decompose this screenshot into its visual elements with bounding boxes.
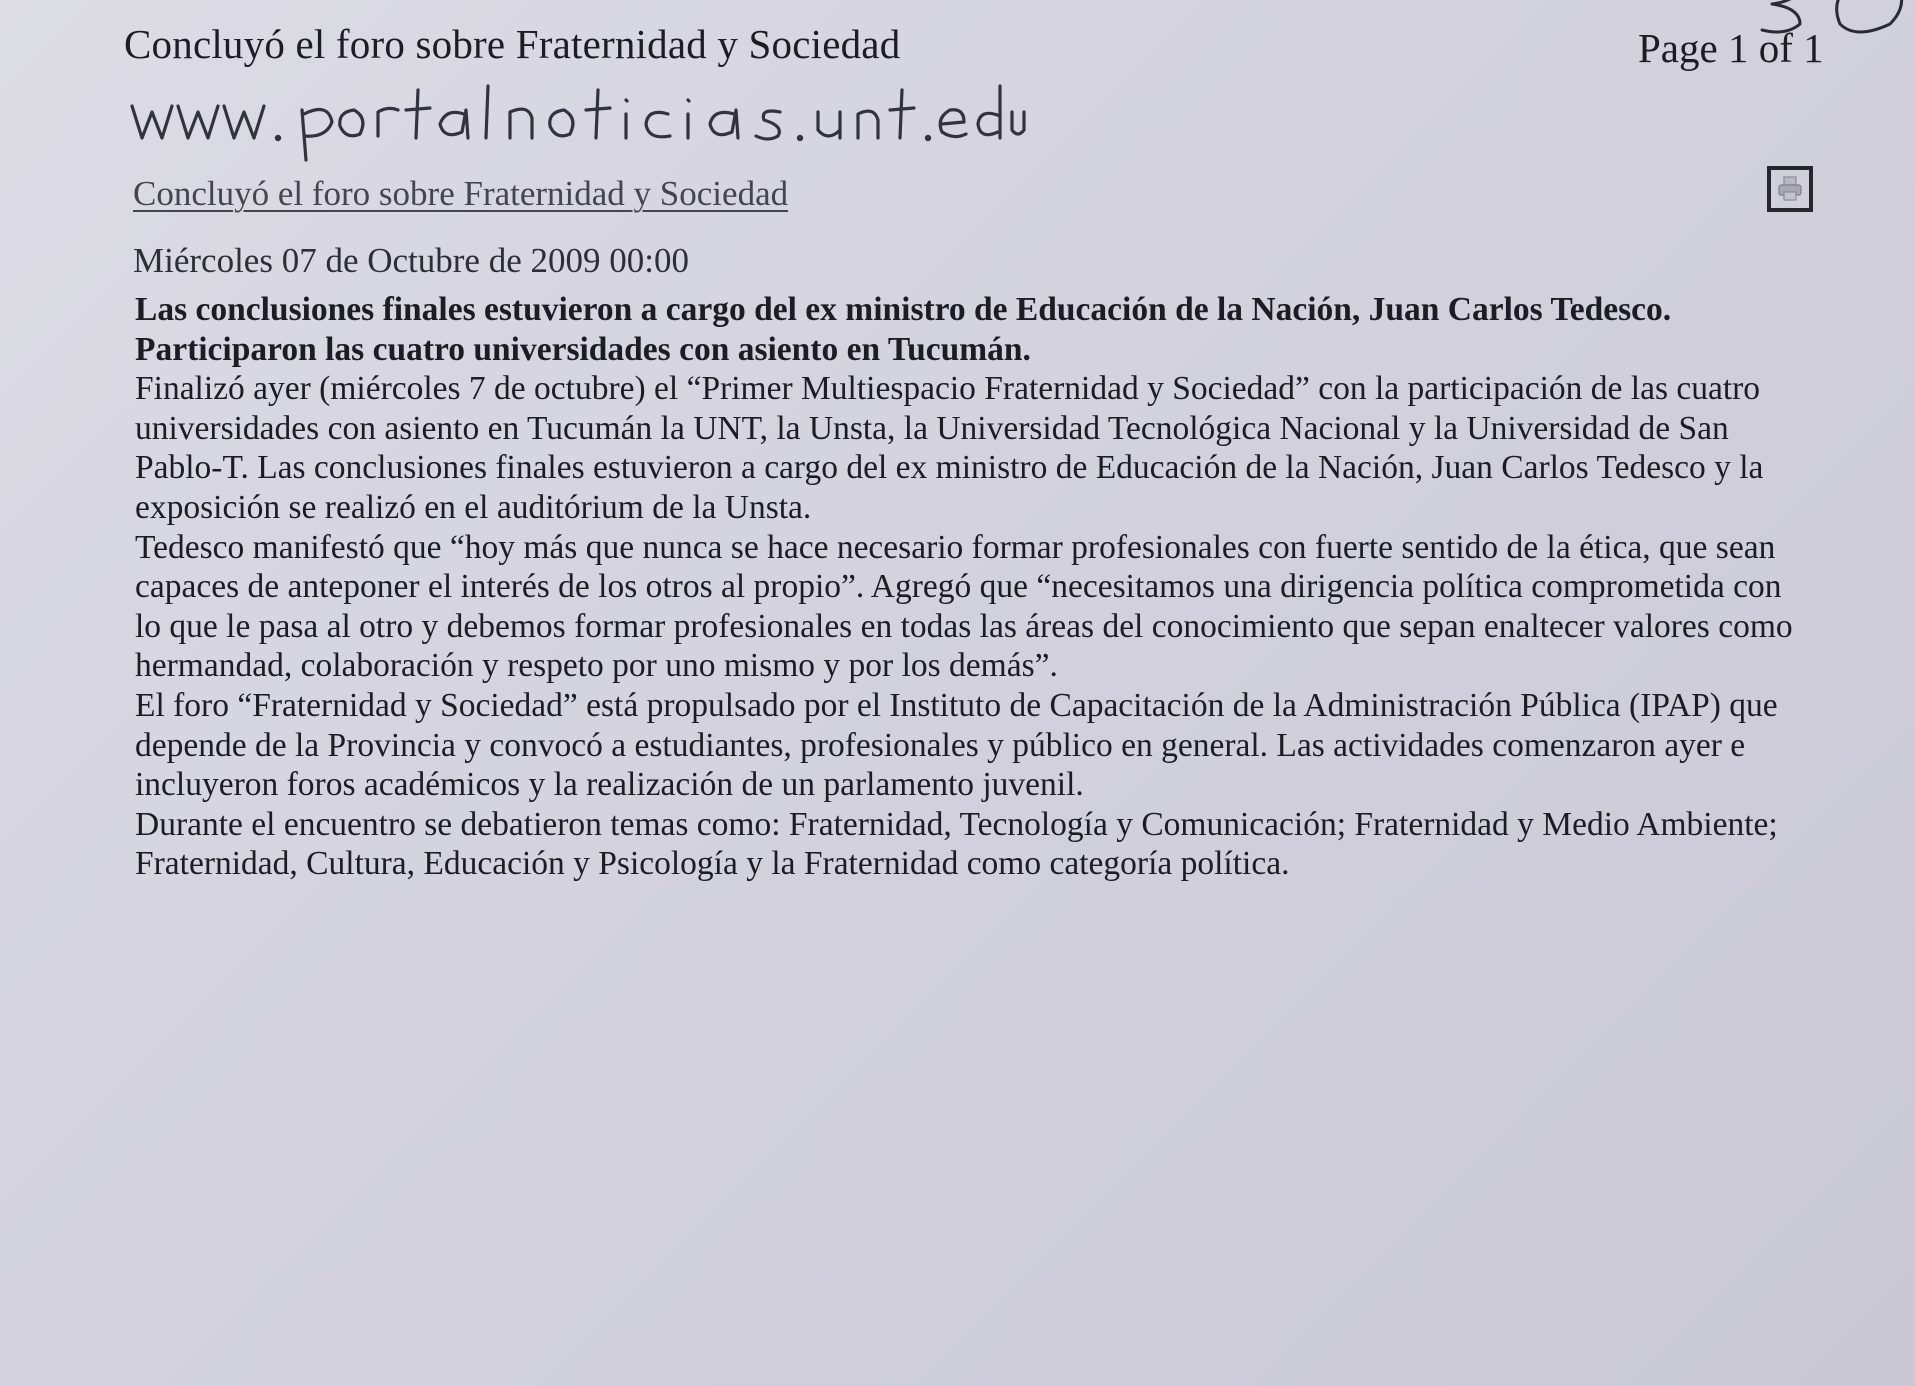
article-paragraph: Durante el encuentro se debatieron temas como: Fraternidad, Tecnología y Comunicación; Fraternidad y Medio Ambiente; Fraternidad, Cultura, Educación y Psicología y la Fraternidad como categoría política. [135,805,1778,883]
article-lead: Las conclusiones finales estuvieron a cargo del ex ministro de Educación de la Nación, Juan Carlos Tedesco. Participaron las cuatro universidades con asiento en Tucumán. [135,291,1672,368]
article-paragraph: Tedesco manifestó que “hoy más que nunca se hace necesario formar profesionales con fuerte sentido de la ética, que sean capaces de anteponer el interés de los otros al propio”. Agregó que “necesitamos una dirigencia política comprometida con lo que le pasa al otro y debemos formar profesionales en todas las áreas del conocimiento que sepan enaltecer valores como hermandad, colaboración y respeto por uno mismo y por los demás”. [135,528,1793,685]
article-body [135,290,1815,884]
article-paragraph: Finalizó ayer (miércoles 7 de octubre) el “Primer Multiespacio Fraternidad y Sociedad” con la participación de las cuatro universidades con asiento en Tucumán la UNT, la Unsta, la Universidad Tecnológica Nacional y la Universidad de San Pablo-T. Las conclusiones finales estuvieron a cargo del ex ministro de Educación de la Nación, Juan Carlos Tedesco y la exposición se realizó en el auditórium de la Unsta. [135,370,1764,526]
printer-glyph-icon [1775,174,1805,204]
page-number: Page 1 of 1 [1638,25,1824,71]
handwritten-corner-number [1700,0,1915,60]
handwritten-url [128,78,1028,168]
article-date: Miércoles 07 de Octubre de 2009 00:00 [133,241,689,280]
header-title: Concluyó el foro sobre Fraternidad y Sociedad [124,21,901,67]
article-title[interactable]: Concluyó el foro sobre Fraternidad y Sociedad [133,174,789,213]
article-paragraph: El foro “Fraternidad y Sociedad” está propulsado por el Instituto de Capacitación de la Administración Pública (IPAP) que depende de la Provincia y convocó a estudiantes, profesionales y público en general. Las actividades comenzaron ayer e incluyeron foros académicos y la realización de un parlamento juvenil. [135,686,1778,804]
print-icon[interactable] [1767,166,1813,212]
